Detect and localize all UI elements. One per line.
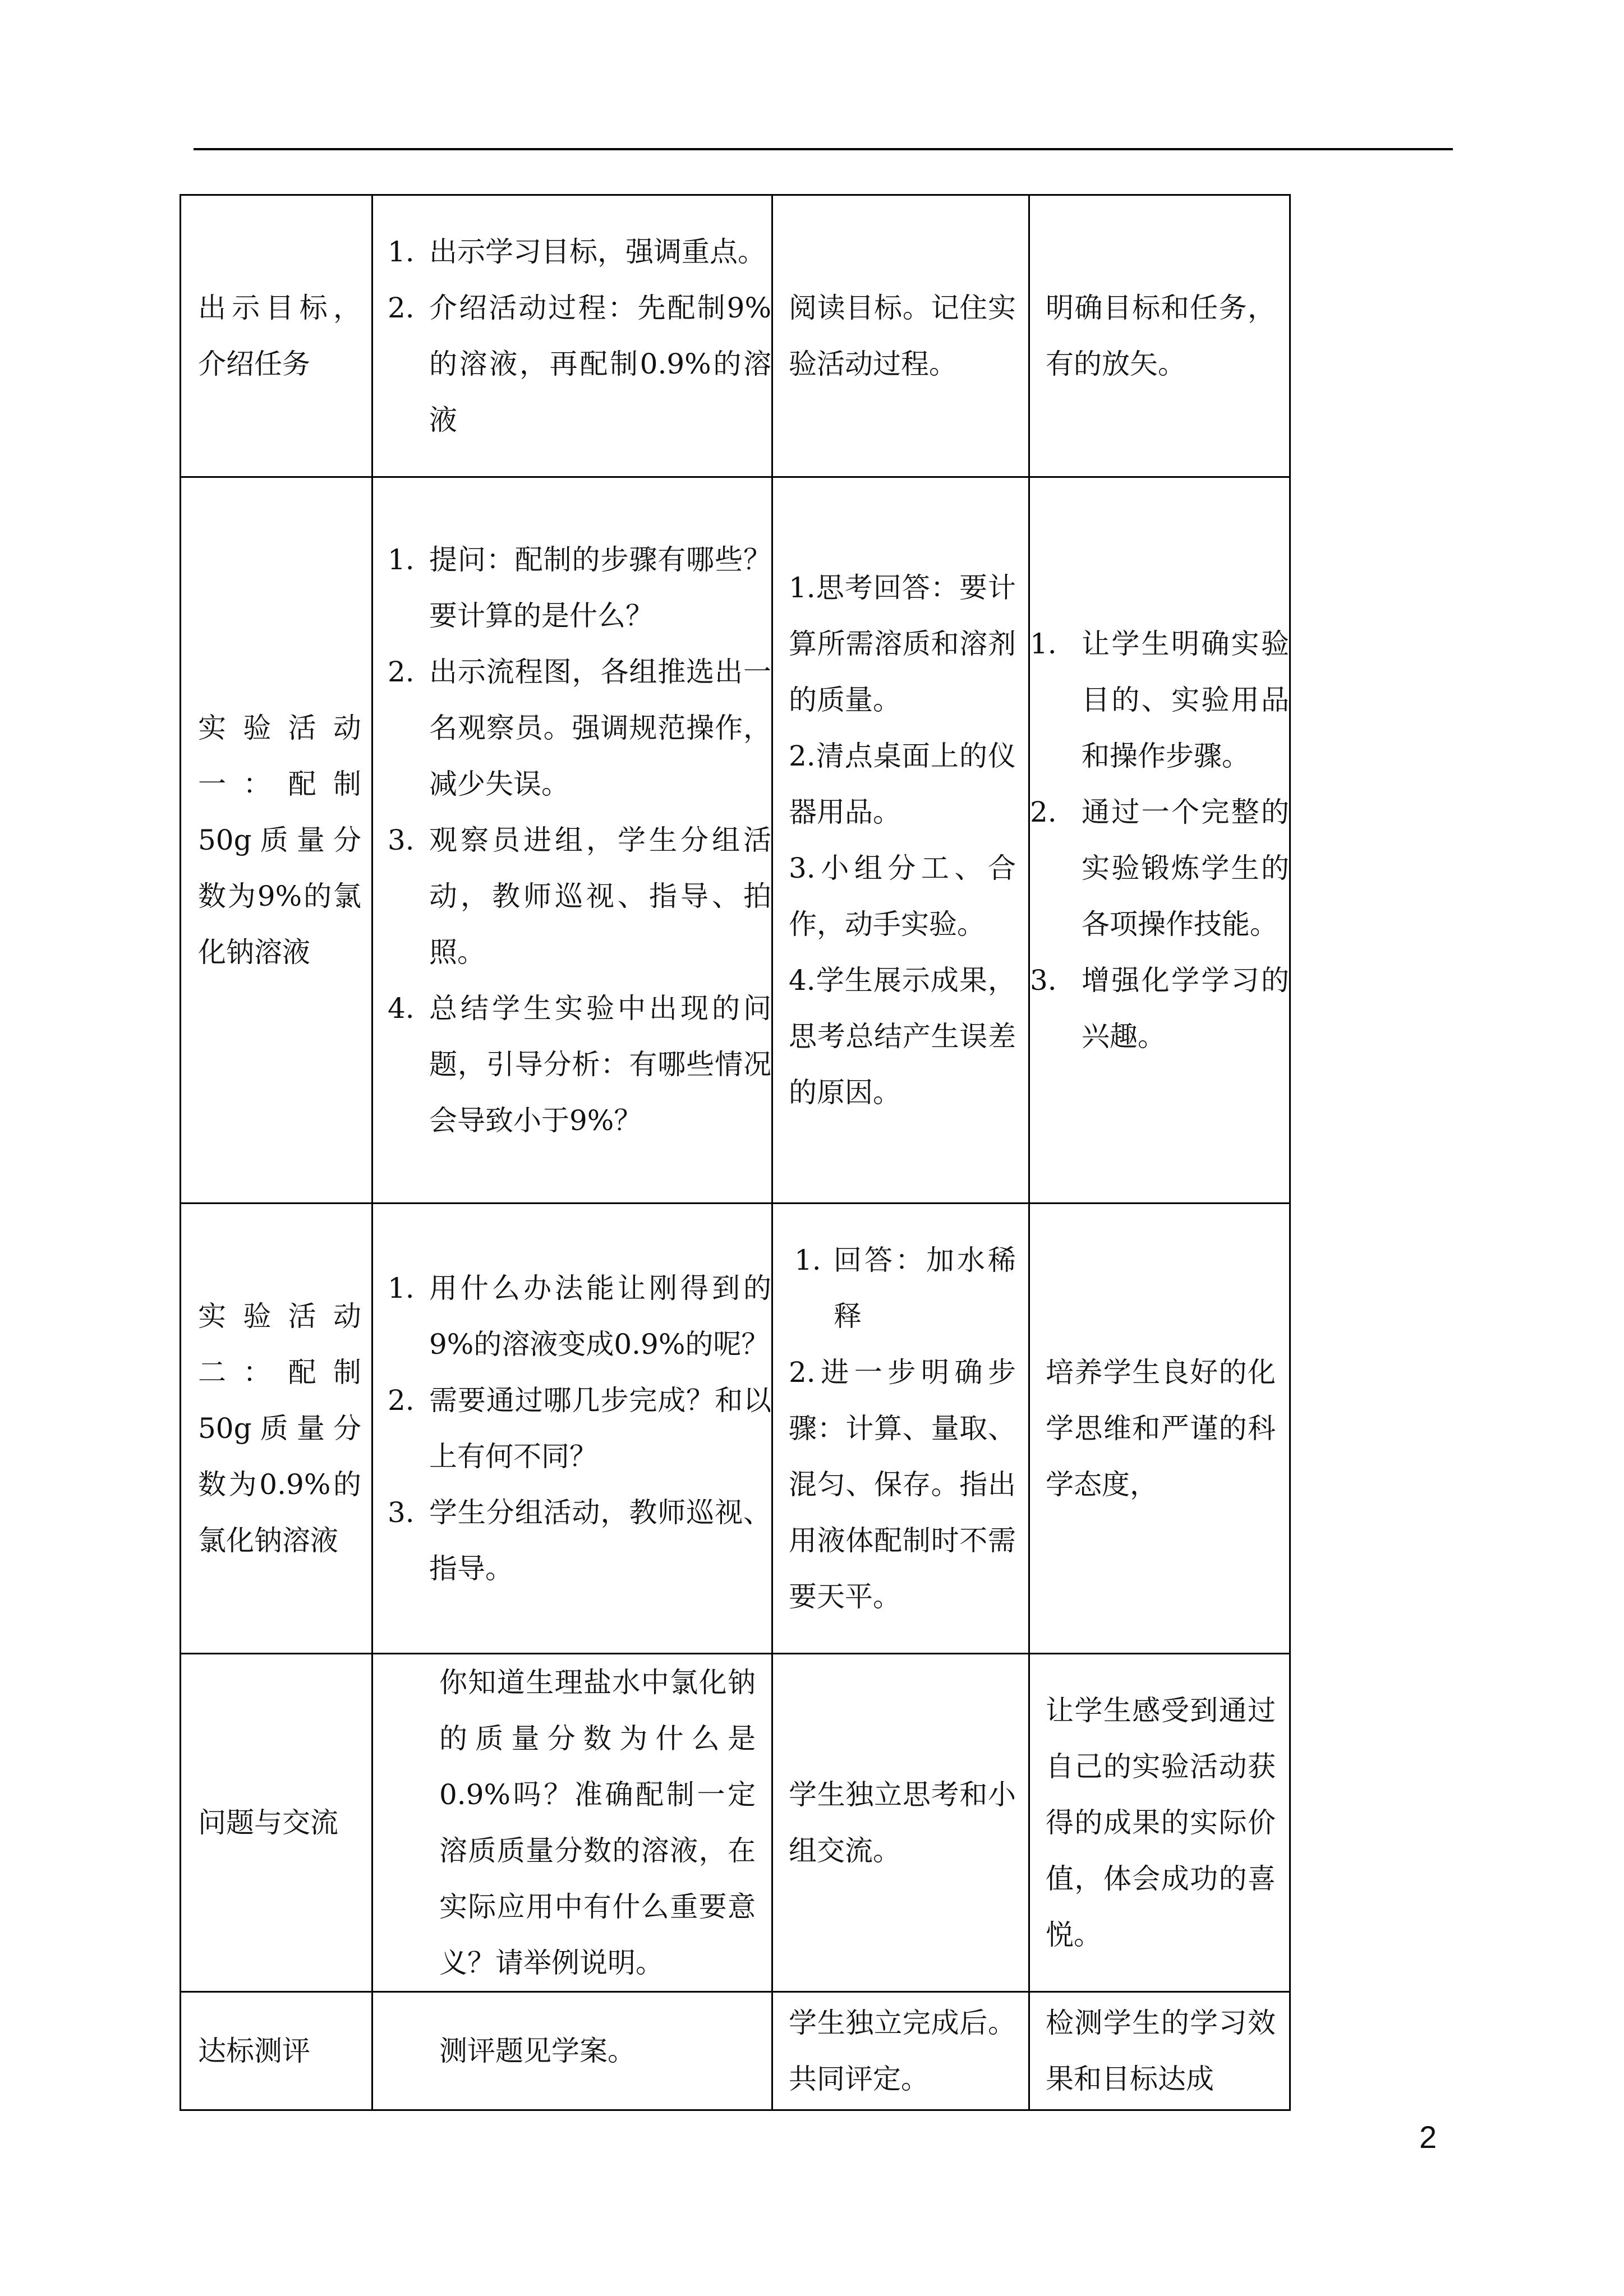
- teacher-activity-list: [373, 532, 771, 1149]
- list-item: 1. 出示学习目标，强调重点。: [388, 236, 766, 268]
- teacher-activity-cell: [372, 477, 772, 1204]
- teacher-activity-text: 测评题见学案。: [439, 2035, 636, 2067]
- student-first-item: [789, 1232, 1016, 1344]
- stage-cell: [181, 195, 372, 477]
- list-item: 1.思考回答：要计算所需溶质和溶剂的质量。: [789, 571, 1016, 716]
- design-intent-cell: [1029, 1204, 1290, 1654]
- header-rule: [194, 148, 1453, 150]
- stage-cell: [181, 1204, 372, 1654]
- teacher-activity-list: [373, 1260, 771, 1597]
- page-number: 2: [1419, 2119, 1437, 2155]
- student-activity-cell: [772, 477, 1029, 1204]
- table-row: [181, 477, 1290, 1204]
- stage-text: 问题与交流: [198, 1806, 338, 1839]
- list-item: 1. 回答：加水稀释: [794, 1244, 1016, 1333]
- list-item: 2.进一步明确步骤：计算、量取、混匀、保存。指出用液体配制时不需要天平。: [789, 1356, 1016, 1613]
- list-item: 3.小组分工、合作，动手实验。: [789, 852, 1016, 940]
- table-row: [181, 1654, 1290, 1992]
- design-intent-cell: [1029, 477, 1290, 1204]
- design-intent-cell: [1029, 195, 1290, 477]
- list-item: 4. 总结学生实验中出现的问题，引导分析：有哪些情况会导致小于9%？: [388, 992, 771, 1137]
- design-intent-cell: [1029, 1992, 1290, 2110]
- stage-cell: [181, 1654, 372, 1992]
- design-intent-text: 检测学生的学习效果和目标达成: [1046, 2007, 1276, 2095]
- table-row: [181, 1992, 1290, 2110]
- teacher-activity-list: [373, 224, 771, 448]
- teacher-activity-text: 你知道生理盐水中氯化钠的质量分数为什么是0.9%吗？准确配制一定溶质质量分数的溶液，在实际应用中有什么重要意义？请举例说明。: [439, 1666, 756, 1979]
- design-intent-cell: [1029, 1654, 1290, 1992]
- student-activity-text: 学生独立思考和小组交流。: [789, 1778, 1016, 1867]
- list-item: 2.清点桌面上的仪器用品。: [789, 740, 1016, 828]
- table-row: [181, 1204, 1290, 1654]
- student-activity-cell: [772, 195, 1029, 477]
- stage-cell: [181, 477, 372, 1204]
- list-item: 2. 需要通过哪几步完成？和以上有何不同？: [388, 1384, 771, 1473]
- list-item: 1. 用什么办法能让刚得到的9%的溶液变成0.9%的呢？: [388, 1272, 771, 1361]
- stage-cell: [181, 1992, 372, 2110]
- student-activity-list: [773, 560, 1028, 1121]
- student-activity-text: 阅读目标。记住实验活动过程。: [789, 292, 1016, 380]
- table-row: [181, 195, 1290, 477]
- list-item: 3. 增强化学学习的兴趣。: [1030, 964, 1289, 1053]
- lesson-plan-table: [180, 194, 1291, 2111]
- stage-text: 达标测评: [198, 2035, 310, 2067]
- teacher-activity-cell: [372, 195, 772, 477]
- list-item: 3. 学生分组活动，教师巡视、指导。: [388, 1496, 771, 1585]
- design-intent-text: 明确目标和任务，有的放矢。: [1046, 292, 1276, 380]
- teacher-activity-cell: [372, 1992, 772, 2110]
- stage-text: 实验活动二：配制50g质量分数为0.9%的氯化钠溶液: [198, 1300, 361, 1557]
- list-item: 4.学生展示成果，思考总结产生误差的原因。: [789, 964, 1016, 1109]
- teacher-activity-cell: [372, 1654, 772, 1992]
- student-activity-cell: [772, 1204, 1029, 1654]
- student-activity-cell: [772, 1992, 1029, 2110]
- student-activity-text: 学生独立完成后。共同评定。: [789, 2007, 1016, 2095]
- teacher-activity-cell: [372, 1204, 772, 1654]
- list-item: 3. 观察员进组，学生分组活动，教师巡视、指导、拍照。: [388, 824, 771, 969]
- student-activity-list: [773, 1232, 1028, 1625]
- list-item: 1. 让学生明确实验目的、实验用品和操作步骤。: [1030, 628, 1289, 772]
- design-intent-text: 培养学生良好的化学思维和严谨的科学态度，: [1046, 1356, 1276, 1501]
- list-item: 2. 通过一个完整的实验锻炼学生的各项操作技能。: [1030, 796, 1289, 940]
- list-item: 2. 介绍活动过程：先配制9%的溶液，再配制0.9%的溶液: [388, 292, 771, 436]
- student-activity-cell: [772, 1654, 1029, 1992]
- design-intent-list: [1030, 616, 1289, 1064]
- stage-text: 实验活动一：配制50g质量分数为9%的氯化钠溶液: [198, 712, 361, 969]
- design-intent-text: 让学生感受到通过自己的实验活动获得的成果的实际价值，体会成功的喜悦。: [1046, 1694, 1276, 1951]
- list-item: 1. 提问：配制的步骤有哪些？要计算的是什么？: [388, 543, 771, 632]
- list-item: 2. 出示流程图，各组推选出一名观察员。强调规范操作，减少失误。: [388, 656, 771, 800]
- stage-text: 出示目标，介绍任务: [198, 292, 361, 380]
